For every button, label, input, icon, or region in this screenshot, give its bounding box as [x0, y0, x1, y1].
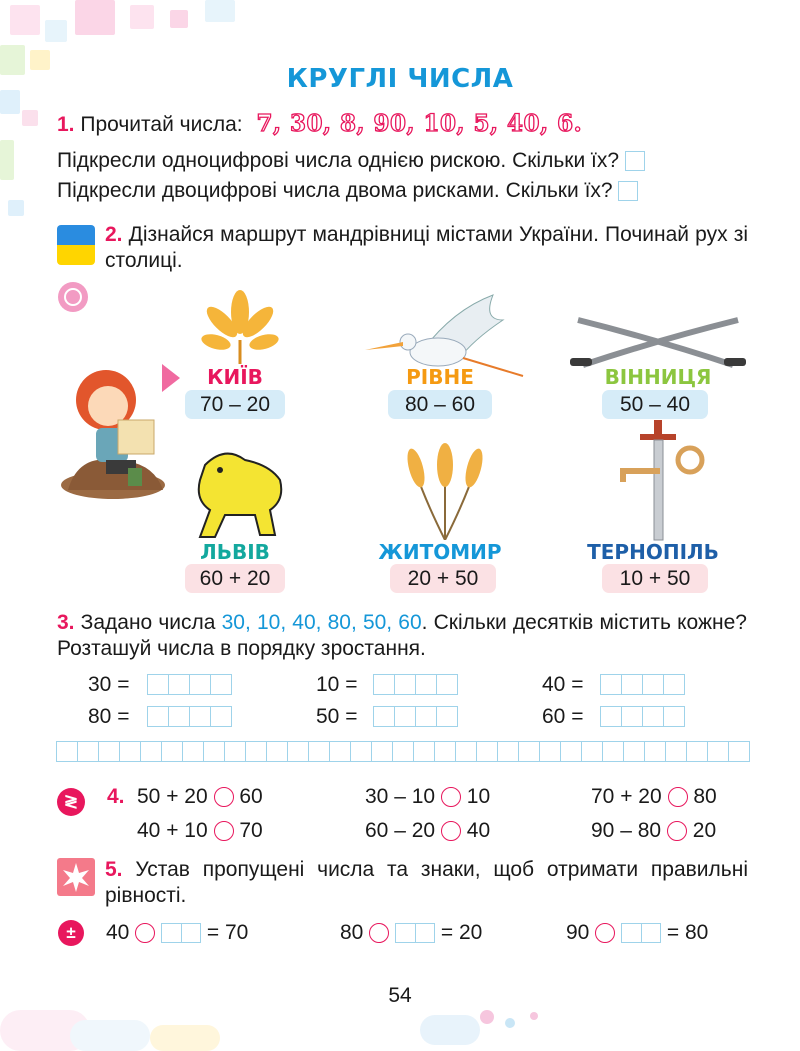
tens-answer-cells[interactable] — [374, 674, 458, 695]
answer-cell[interactable] — [518, 741, 540, 762]
answer-cell[interactable] — [98, 741, 120, 762]
answer-cell[interactable] — [350, 741, 372, 762]
answer-cell[interactable] — [56, 741, 78, 762]
task3-numbers: 30, 10, 40, 80, 50, 60 — [221, 611, 422, 634]
missing-number-box[interactable] — [161, 923, 201, 943]
sign-circle[interactable] — [135, 923, 155, 943]
answer-cell[interactable] — [329, 741, 351, 762]
compare-right: 60 — [239, 785, 263, 808]
answer-cell[interactable] — [287, 741, 309, 762]
compare-right: 80 — [693, 785, 717, 808]
compare-icon: ≷ — [57, 788, 85, 816]
task3 — [57, 610, 747, 662]
sign-circle[interactable] — [369, 923, 389, 943]
equation-left: 90 — [566, 921, 590, 944]
compare-item — [591, 818, 716, 844]
answer-cell[interactable] — [392, 741, 414, 762]
equation-left: 40 — [106, 921, 130, 944]
city-expression: 70 – 20 — [185, 390, 285, 419]
equation-result: = 20 — [440, 921, 483, 944]
task1-line2 — [57, 178, 757, 204]
plus-minus-icon: ± — [58, 920, 84, 946]
answer-cell[interactable] — [623, 741, 645, 762]
tens-answer-cells[interactable] — [148, 674, 232, 695]
task1-text: Прочитай числа: — [80, 113, 243, 136]
answer-cell[interactable] — [581, 741, 603, 762]
equation-item — [106, 920, 248, 946]
task1 — [57, 111, 757, 138]
task5 — [105, 857, 748, 909]
answer-cell[interactable] — [707, 741, 729, 762]
city-name: ТЕРНОПІЛЬ — [587, 540, 719, 564]
city-name: ЛЬВІВ — [200, 540, 270, 564]
answer-cell[interactable] — [455, 741, 477, 762]
task5-number: 5. — [105, 858, 123, 881]
task1-line1-text: Підкресли одноцифрові числа однією рискою. Скільки їх? — [57, 149, 620, 172]
task3-text-after: . Скільки десятків містить кожне? Розташуй числа в порядку зростання. — [57, 611, 747, 660]
crossed-sabres-icon — [568, 310, 748, 370]
chestnut-leaf-icon — [200, 290, 280, 365]
city-name: РІВНЕ — [406, 365, 474, 389]
compare-item — [365, 818, 490, 844]
answer-cell[interactable] — [686, 741, 708, 762]
task3-number: 3. — [57, 611, 75, 634]
compare-sign-circle[interactable] — [214, 821, 234, 841]
compare-item — [365, 784, 490, 810]
equation-result: = 70 — [206, 921, 249, 944]
compare-sign-circle[interactable] — [667, 821, 687, 841]
answer-cell[interactable] — [728, 741, 750, 762]
answer-cell[interactable] — [497, 741, 519, 762]
city-expression: 80 – 60 — [388, 390, 492, 419]
compare-right: 40 — [466, 819, 491, 842]
answer-cell[interactable] — [434, 741, 456, 762]
tens-label: 50 = — [316, 705, 358, 728]
answer-cell[interactable] — [266, 741, 288, 762]
task1-number: 1. — [57, 113, 75, 136]
answer-box-2[interactable] — [618, 181, 638, 201]
city-name: ВІННИЦЯ — [604, 365, 712, 389]
tens-answer-cells[interactable] — [148, 706, 232, 727]
city-name: КИЇВ — [207, 365, 263, 389]
lion-icon — [185, 445, 295, 540]
answer-cell[interactable] — [203, 741, 225, 762]
answer-cell[interactable] — [245, 741, 267, 762]
answer-cell[interactable] — [224, 741, 246, 762]
compare-item — [137, 818, 263, 844]
compare-right: 70 — [239, 819, 263, 842]
sign-circle[interactable] — [595, 923, 615, 943]
answer-cell[interactable] — [413, 741, 435, 762]
compare-right: 10 — [466, 785, 491, 808]
city-expression: 50 – 40 — [602, 390, 708, 419]
sword-key-icon — [610, 420, 710, 545]
city-expression: 60 + 20 — [185, 564, 285, 593]
missing-number-box[interactable] — [621, 923, 661, 943]
answer-cell[interactable] — [602, 741, 624, 762]
missing-number-box[interactable] — [395, 923, 435, 943]
city-name: ЖИТОМИР — [378, 540, 502, 564]
tens-label: 30 = — [88, 673, 130, 696]
ordering-answer-row[interactable] — [57, 741, 750, 762]
answer-cell[interactable] — [119, 741, 141, 762]
compare-sign-circle[interactable] — [441, 821, 461, 841]
ukraine-flag-icon — [57, 225, 95, 265]
tens-label: 40 = — [542, 673, 584, 696]
task1-numbers: 7, 30, 8, 90, 10, 5, 40, 6. — [256, 110, 583, 137]
task1-line1 — [57, 148, 757, 174]
tens-answer-cells[interactable] — [601, 674, 685, 695]
answer-cell[interactable] — [161, 741, 183, 762]
answer-cell[interactable] — [539, 741, 561, 762]
answer-cell[interactable] — [476, 741, 498, 762]
tens-answer-cells[interactable] — [601, 706, 685, 727]
compare-sign-circle[interactable] — [441, 787, 461, 807]
city-expression: 20 + 50 — [390, 564, 496, 593]
tens-answer-cells[interactable] — [374, 706, 458, 727]
tens-label: 10 = — [316, 673, 358, 696]
answer-cell[interactable] — [140, 741, 162, 762]
compare-sign-circle[interactable] — [668, 787, 688, 807]
task1-line2-text: Підкресли двоцифрові числа двома рисками. Скільки їх? — [57, 179, 613, 202]
route-start-arrow-icon — [162, 364, 180, 392]
answer-cell[interactable] — [665, 741, 687, 762]
task4-number: 4. — [107, 785, 125, 808]
answer-cell[interactable] — [644, 741, 666, 762]
tens-label: 80 = — [88, 705, 130, 728]
page-number: 54 — [388, 984, 412, 1007]
equation-item — [340, 920, 482, 946]
task2-text: Дізнайся маршрут мандрівниці містами України. Починай рух зі столиці. — [105, 223, 748, 272]
task5-text: Устав пропущені числа та знаки, щоб отримати правильні рівності. — [105, 858, 748, 907]
answer-cell[interactable] — [77, 741, 99, 762]
compare-left: 60 – 20 — [365, 819, 436, 842]
compare-left: 90 – 80 — [591, 819, 662, 842]
compare-item — [137, 784, 263, 810]
girl-illustration — [58, 360, 173, 500]
task3-text-before: Задано числа — [80, 611, 216, 634]
answer-box-1[interactable] — [625, 151, 645, 171]
compare-sign-circle[interactable] — [214, 787, 234, 807]
city-expression: 10 + 50 — [602, 564, 708, 593]
answer-cell[interactable] — [560, 741, 582, 762]
answer-cell[interactable] — [308, 741, 330, 762]
answer-cell[interactable] — [371, 741, 393, 762]
page-title: КРУГЛІ ЧИСЛА — [286, 64, 514, 94]
refresh-icon — [58, 282, 88, 312]
tens-label: 60 = — [542, 705, 584, 728]
compare-left: 40 + 10 — [137, 819, 208, 842]
task2-number: 2. — [105, 223, 123, 246]
answer-cell[interactable] — [182, 741, 204, 762]
compare-left: 30 – 10 — [365, 785, 436, 808]
compare-left: 50 + 20 — [137, 785, 208, 808]
compare-right: 20 — [692, 819, 717, 842]
star-challenge-icon — [57, 858, 95, 896]
equation-left: 80 — [340, 921, 364, 944]
compare-item — [591, 784, 717, 810]
equation-item — [566, 920, 708, 946]
wheat-icon — [400, 440, 490, 540]
task2 — [105, 222, 748, 274]
equation-result: = 80 — [666, 921, 709, 944]
compare-left: 70 + 20 — [591, 785, 662, 808]
